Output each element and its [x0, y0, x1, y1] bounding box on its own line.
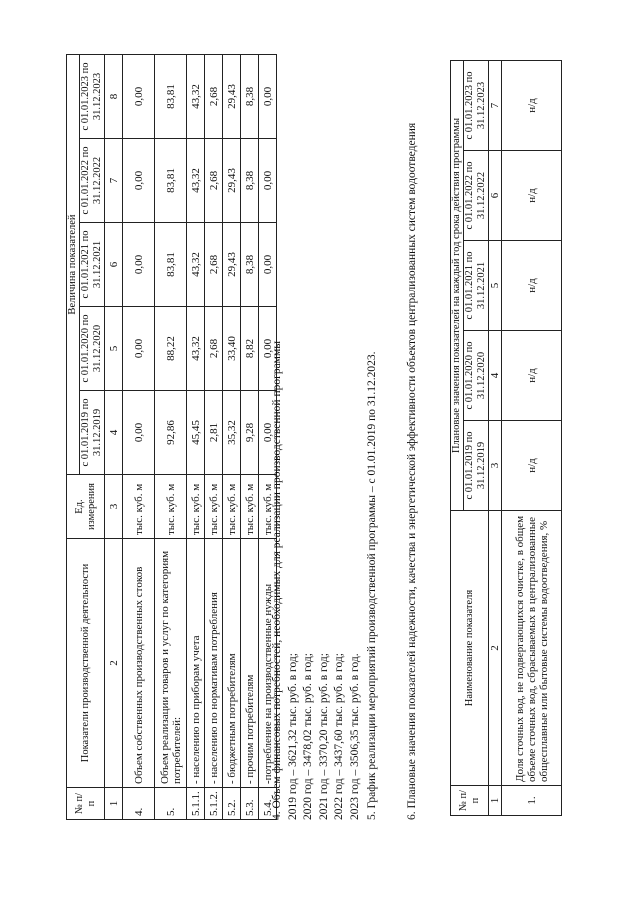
row-value: 8,82	[241, 307, 259, 391]
row-value: 29,43	[223, 55, 241, 139]
row-name: Объем реализации товаров и услуг по категориям потребителей:	[155, 539, 187, 788]
row-num: 1.	[502, 786, 562, 816]
row-value: 0,00	[123, 223, 155, 307]
row-value: 2,68	[205, 223, 223, 307]
section-4-title: 4. Объем финансовых потребностей, необходимых для реализации производственной программы	[271, 341, 283, 820]
col-header-period: с 01.01.2022 по 31.12.2022	[464, 151, 489, 241]
row-value: 92,86	[155, 391, 187, 475]
table-row	[155, 55, 187, 820]
section-5-schedule: 5. График реализации мероприятий производственной программы – с 01.01.2019 по 31.12.2023.	[366, 351, 378, 820]
row-unit: тыс. куб. м	[205, 475, 223, 539]
col-number: 1	[489, 786, 502, 816]
row-unit: тыс. куб. м	[259, 475, 277, 539]
col-header-period: с 01.01.2019 по 31.12.2019	[80, 391, 105, 475]
row-value: 0,00	[259, 307, 277, 391]
row-unit: тыс. куб. м	[223, 475, 241, 539]
col-number: 6	[489, 151, 502, 241]
row-name: Доля сточных вод, не подвергающихся очистке, в общем объеме сточных вод, сбрасываемых в централизованные общесплавные или бытовые системы водоотведения, %	[502, 511, 562, 786]
row-value: 0,00	[259, 391, 277, 475]
col-number: 3	[489, 421, 502, 511]
row-num: 5.	[155, 788, 187, 820]
row-value: 0,00	[123, 391, 155, 475]
row-name: - прочим потребителям	[241, 539, 259, 788]
col-header-indicator: Показатели производственной деятельности	[67, 539, 105, 788]
col-header-period: с 01.01.2021 по 31.12.2021	[464, 241, 489, 331]
col-header-period: с 01.01.2023 по 31.12.2023	[464, 61, 489, 151]
row-value: н/д	[502, 331, 562, 421]
row-value: 29,43	[223, 223, 241, 307]
row-value: 43,32	[187, 55, 205, 139]
row-value: 0,00	[123, 307, 155, 391]
col-header-values-group: Величина показателей	[67, 55, 80, 475]
row-value: н/д	[502, 421, 562, 511]
col-header-num: № п/п	[67, 788, 105, 820]
financial-needs-section	[270, 341, 363, 820]
row-value: 0,00	[123, 139, 155, 223]
row-num: 5.1.1.	[187, 788, 205, 820]
row-name: -потребление на производственные нужды	[259, 539, 277, 788]
row-value: 43,32	[187, 307, 205, 391]
row-name: - населению по нормативам потребления	[205, 539, 223, 788]
col-number: 3	[105, 475, 123, 539]
financial-year-line: 2022 год – 3437,60 тыс. руб. в год;	[333, 653, 345, 820]
column-number-row	[489, 61, 502, 816]
row-value: 33,40	[223, 307, 241, 391]
row-value: 43,32	[187, 139, 205, 223]
col-header-period: с 01.01.2019 по 31.12.2019	[464, 421, 489, 511]
row-unit: тыс. куб. м	[155, 475, 187, 539]
row-value: 0,00	[259, 55, 277, 139]
row-value: 0,00	[259, 223, 277, 307]
row-num: 5.3.	[241, 788, 259, 820]
row-name: - населению по приборам учета	[187, 539, 205, 788]
col-number: 6	[105, 223, 123, 307]
row-value: н/д	[502, 61, 562, 151]
col-number: 2	[489, 511, 502, 786]
col-number: 7	[105, 139, 123, 223]
row-num: 5.1.2.	[205, 788, 223, 820]
row-num: 5.4.	[259, 788, 277, 820]
row-value: 8,38	[241, 139, 259, 223]
table-row	[502, 61, 562, 816]
production-indicators-table	[66, 54, 277, 820]
row-value: 88,22	[155, 307, 187, 391]
row-value: н/д	[502, 151, 562, 241]
col-number: 8	[105, 55, 123, 139]
row-num: 5.2.	[223, 788, 241, 820]
col-number: 5	[489, 241, 502, 331]
col-number: 1	[105, 788, 123, 820]
row-value: 0,00	[123, 55, 155, 139]
row-value: 2,68	[205, 55, 223, 139]
row-value: 83,81	[155, 55, 187, 139]
row-unit: тыс. куб. м	[187, 475, 205, 539]
planned-indicators-table	[450, 60, 562, 816]
table-row	[205, 55, 223, 820]
table-row	[223, 55, 241, 820]
financial-year-line: 2021 год – 3370,20 тыс. руб. в год;	[317, 653, 330, 820]
col-header-unit: Ед. измерения	[67, 475, 105, 539]
row-value: 45,45	[187, 391, 205, 475]
col-number: 5	[105, 307, 123, 391]
col-number: 7	[489, 61, 502, 151]
row-num: 4.	[123, 788, 155, 820]
col-header-period: с 01.01.2021 по 31.12.2021	[80, 223, 105, 307]
row-value: 83,81	[155, 139, 187, 223]
financial-year-line: 2020 год – 3478,02 тыс. руб. в год;	[302, 653, 314, 820]
table-row	[241, 55, 259, 820]
row-value: 8,38	[241, 55, 259, 139]
col-header-period: с 01.01.2020 по 31.12.2020	[80, 307, 105, 391]
col-header-group: Плановые значения показателей на каждый год срока действия программы	[451, 61, 464, 511]
col-number: 2	[105, 539, 123, 788]
row-value: 35,32	[223, 391, 241, 475]
row-value: н/д	[502, 241, 562, 331]
col-number: 4	[489, 331, 502, 421]
row-name: Объем собственных производственных стоков	[123, 539, 155, 788]
col-header-num: № п/п	[451, 786, 489, 816]
financial-year-line: 2019 год – 3621,32 тыс. руб. в год;	[286, 653, 299, 820]
col-header-period: с 01.01.2022 по 31.12.2022	[80, 139, 105, 223]
row-value: 2,68	[205, 139, 223, 223]
row-value: 9,28	[241, 391, 259, 475]
row-value: 8,38	[241, 223, 259, 307]
col-header-period: с 01.01.2020 по 31.12.2020	[464, 331, 489, 421]
section-6-title: 6. Плановые значения показателей надежности, качества и энергетической эффективности объектов централизованных систем водоотведения	[406, 122, 418, 820]
row-value: 43,32	[187, 223, 205, 307]
row-value: 2,81	[205, 391, 223, 475]
col-header-name: Наименование показателя	[451, 511, 489, 786]
column-number-row	[105, 55, 123, 820]
row-value: 2,68	[205, 307, 223, 391]
col-header-period: с 01.01.2023 по 31.12.2023	[80, 55, 105, 139]
row-value: 83,81	[155, 223, 187, 307]
row-value: 29,43	[223, 139, 241, 223]
row-name: - бюджетным потребителям	[223, 539, 241, 788]
financial-year-line: 2023 год – 3506,35 тыс. руб. в год.	[348, 653, 361, 820]
row-unit: тыс. куб. м	[123, 475, 155, 539]
row-unit: тыс. куб. м	[241, 475, 259, 539]
col-number: 4	[105, 391, 123, 475]
table-row	[187, 55, 205, 820]
table-row	[123, 55, 155, 820]
row-value: 0,00	[259, 139, 277, 223]
